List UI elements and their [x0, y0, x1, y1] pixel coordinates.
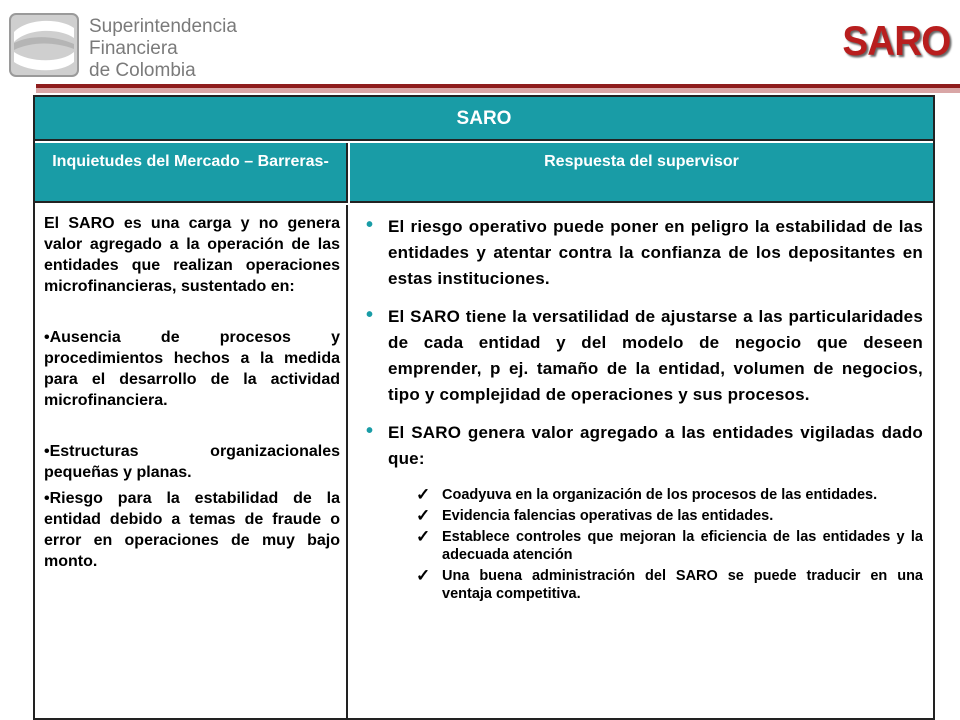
- check-text: Establece controles que mejoran la eficiencia de las entidades y la adecuada atención: [442, 529, 923, 563]
- checkmark-icon: ✓: [416, 527, 431, 546]
- bullet-icon: •: [366, 420, 374, 442]
- bullet-icon: •: [366, 304, 374, 326]
- logo: [8, 8, 258, 84]
- logo-line-2: Financiera: [89, 38, 178, 59]
- check-item: [416, 528, 923, 564]
- title-rule-light: [36, 88, 960, 93]
- check-item: [416, 486, 923, 504]
- logo-line-3: de Colombia: [89, 60, 196, 81]
- concern-item: •Estructuras organizacionales pequeñas y planas.: [44, 443, 340, 481]
- supervisor-response-column: [350, 205, 933, 720]
- slide-title: SARO: [842, 17, 950, 64]
- concern-item: •Ausencia de procesos y procedimientos hechos a la medida para el desarrollo de la actividad microfinanciera.: [44, 329, 340, 409]
- superintendencia-logo-icon: [8, 12, 80, 78]
- response-text: El riesgo operativo puede poner en peligro la estabilidad de las entidades y atentar contra la confianza de los depositantes en estas instituciones.: [388, 217, 923, 288]
- col-header-left: Inquietudes del Mercado – Barreras-: [35, 143, 348, 203]
- checkmark-icon: ✓: [416, 506, 431, 525]
- col-header-right: Respuesta del supervisor: [350, 143, 933, 203]
- response-text: El SARO tiene la versatilidad de ajustarse a las particularidades de cada entidad y del modelo de negocio que deseen emprender, p ej. tamaño de la entidad, volumen de negocios, tipo y complejidad de operaciones y sus procesos.: [388, 307, 923, 404]
- logo-line-1: Superintendencia: [89, 16, 237, 37]
- logo-text: [89, 16, 237, 82]
- response-text: El SARO genera valor agregado a las entidades vigiladas dado que:: [388, 423, 923, 468]
- response-bullet: [362, 304, 923, 408]
- concerns-intro: El SARO es una carga y no genera valor agregado a la operación de las entidades que realizan operaciones microfinancieras, sustentado en:: [44, 215, 340, 295]
- check-item: [416, 507, 923, 525]
- market-concerns-column: [35, 205, 348, 720]
- response-bullet: [362, 214, 923, 292]
- saro-table: [33, 95, 935, 720]
- check-item: [416, 567, 923, 603]
- table-header: SARO: [35, 97, 933, 141]
- checkmark-icon: ✓: [416, 485, 431, 504]
- check-text: Una buena administración del SARO se puede traducir en una ventaja competitiva.: [442, 568, 923, 602]
- bullet-icon: •: [366, 214, 374, 236]
- concern-item: •Riesgo para la estabilidad de la entidad debido a temas de fraude o error en operaciones de muy bajo monto.: [44, 490, 340, 570]
- checkmark-icon: ✓: [416, 566, 431, 585]
- value-checklist: [362, 486, 923, 603]
- check-text: Coadyuva en la organización de los procesos de las entidades.: [442, 487, 878, 503]
- response-bullet: [362, 420, 923, 472]
- check-text: Evidencia falencias operativas de las entidades.: [442, 508, 774, 524]
